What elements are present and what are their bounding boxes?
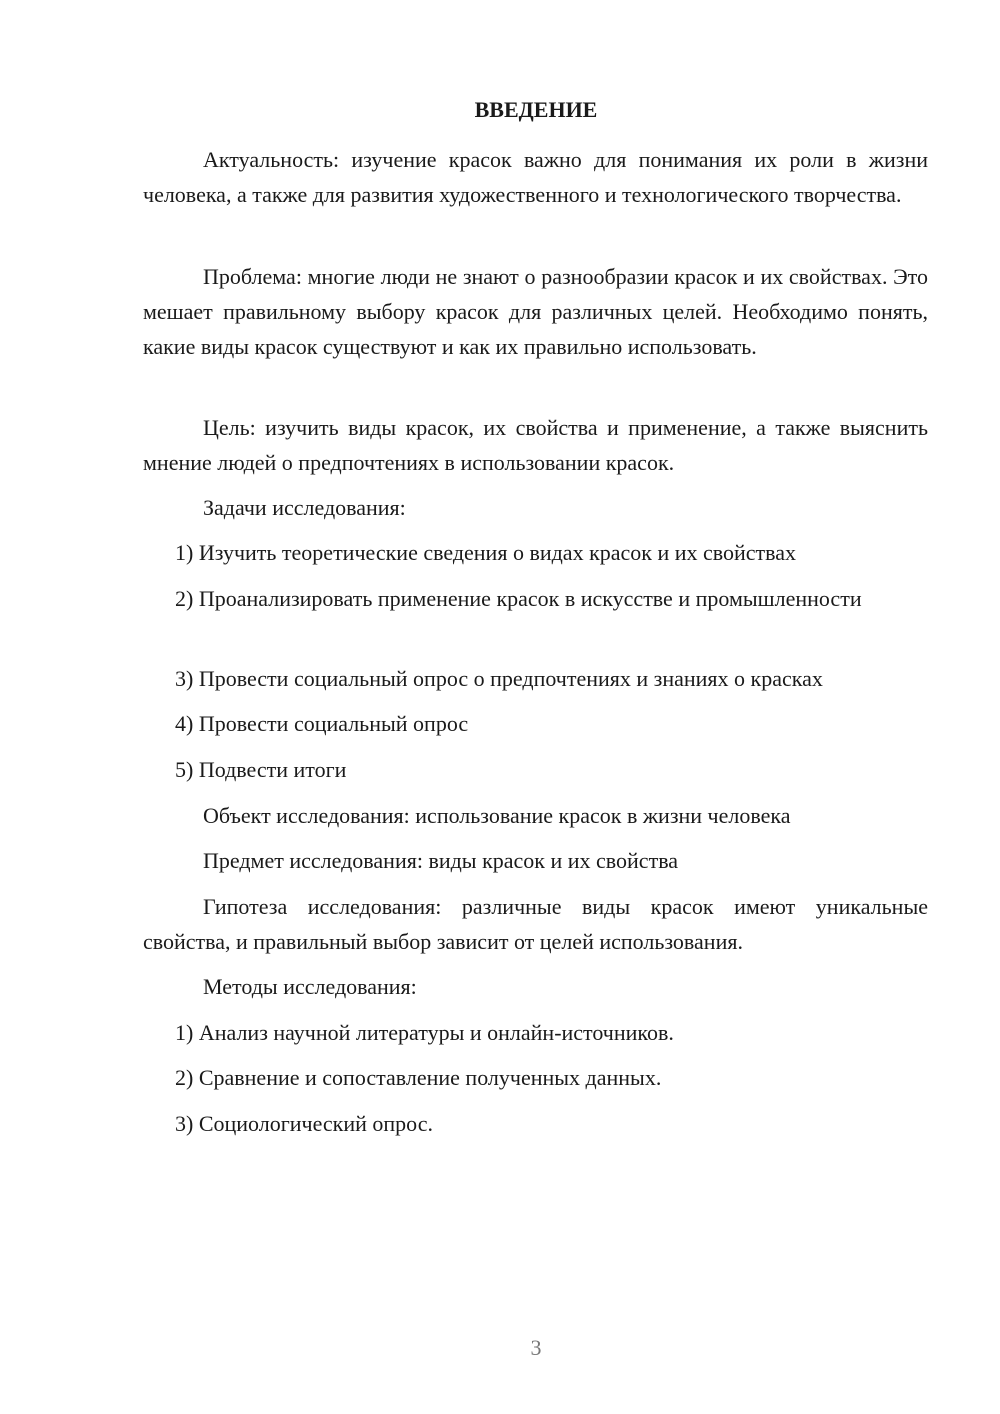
page-title: ВВЕДЕНИЕ — [474, 97, 598, 122]
object-paragraph: Объект исследования: использование красок в жизни человека — [203, 803, 791, 828]
goal-paragraph: Цель: изучить виды красок, их свойства и применение, а также выяснить мнение людей о предпочтениях в использовании красок. — [143, 415, 928, 475]
relevance-paragraph: Актуальность: изучение красок важно для понимания их роли в жизни человека, а также для развития художественного и технологического творчества. — [143, 147, 928, 207]
methods-heading: Методы исследования: — [203, 974, 417, 999]
task-item: 4) Провести социальный опрос — [175, 711, 469, 736]
method-item: 1) Анализ научной литературы и онлайн-источников. — [175, 1020, 674, 1045]
problem-paragraph: Проблема: многие люди не знают о разнообразии красок и их свойствах. Это мешает правильному выбору красок для различных целей. Необходимо понять, какие виды красок существуют и как их правильно использовать. — [143, 264, 928, 359]
task-item: 3) Провести социальный опрос о предпочтениях и знаниях о красках — [175, 666, 823, 691]
task-item: 5) Подвести итоги — [175, 757, 347, 782]
page-number: 3 — [530, 1335, 542, 1360]
hypothesis-paragraph: Гипотеза исследования: различные виды красок имеют уникальные свойства, и правильный выбор зависит от целей использования. — [143, 894, 928, 954]
method-item: 3) Социологический опрос. — [175, 1111, 433, 1136]
task-item: 1) Изучить теоретические сведения о видах красок и их свойствах — [175, 540, 797, 565]
method-item: 2) Сравнение и сопоставление полученных данных. — [175, 1065, 662, 1090]
subject-paragraph: Предмет исследования: виды красок и их свойства — [203, 848, 679, 873]
task-item: 2) Проанализировать применение красок в искусстве и промышленности — [175, 586, 862, 611]
tasks-heading: Задачи исследования: — [203, 495, 406, 520]
